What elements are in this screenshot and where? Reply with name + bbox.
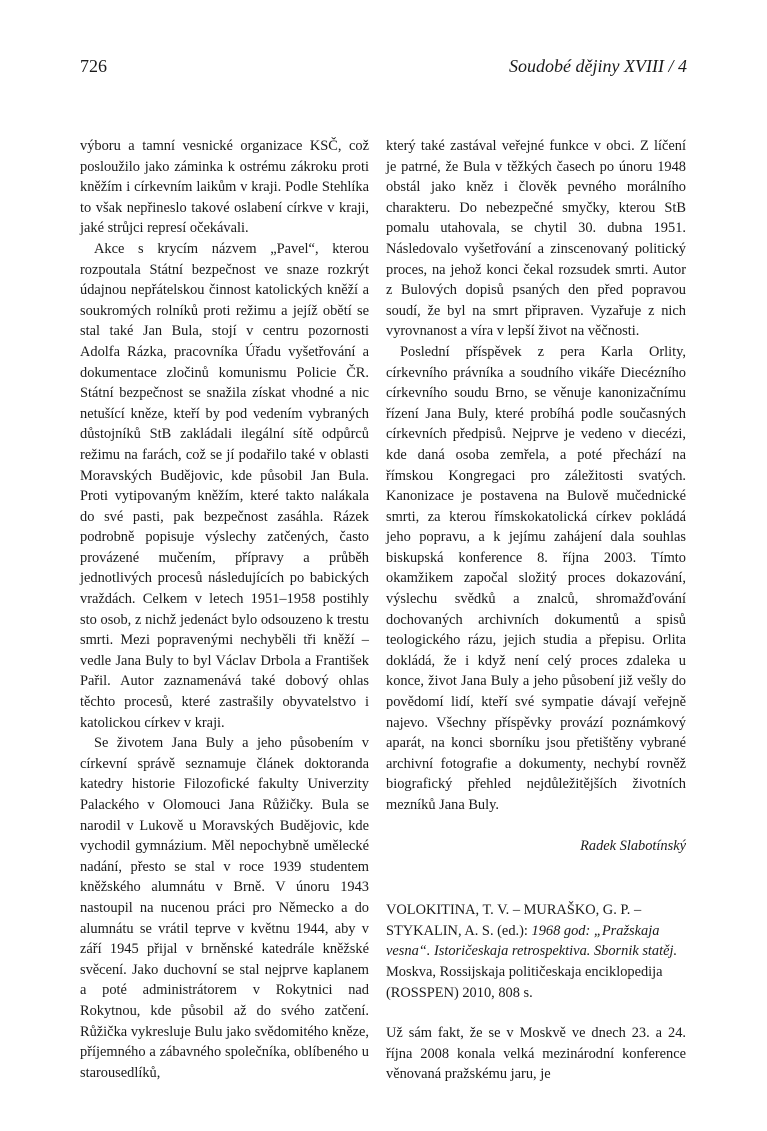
paragraph: Akce s krycím názvem „Pavel“, kterou rozpoutala Státní bezpečnost ve snaze rozkrýt údajnou nepřátelskou činnost katolických kněží a soukromých rolníků proti režimu a jejíž obětí se stal také Jan Bula, stojí v centru pozornosti Adolfa Rázka, pracovníka Úřadu vyšetřování a dokumentace zločinů komunismu Policie ČR. Státní bezpečnost se snažila získat vhodné a nic netušící kněze, kteří by pod vedením vybraných důstojníků StB zakládali ilegální sítě odpůrců režimu na farách, což se jí podařilo také v oblasti Moravských Budějovic, kde působil Jan Bula. Proti vytipovaným kněžím, které takto nalákala do své pasti, pak bezpečnost zasáhla. Rázek podrobně popisuje výslechy zatčených, často provázené mučením, přípravy a průběh jednotlivých procesů následujících po babických vraždách. Celkem v letech 1951–1958 postihly sto osob, z nichž jedenáct bylo odsouzeno k trestu smrti. Mezi popravenými nechyběli tři kněží – vedle Jana Buly to byl Václav Drbola a František Pařil. Autor zaznamenává také dobový ohlas těchto procesů, které zastrašily obyvatelstvo i katolickou církev v kraji.	[80, 240, 369, 731]
left-column	[80, 136, 369, 1083]
review-author-signature: Radek Slabotínský	[580, 837, 686, 854]
paragraph: Poslední příspěvek z pera Karla Orlity, církevního právníka a soudního vikáře Diecézního církevního soudu Brno, se věnuje kanonizačnímu řízení Jana Buly, které probíhá podle současných církevních předpisů. Nejprve je vedeno v diecézi, kde daná osoba zemřela, a poté přechází na římskou Kongregaci pro záležitosti svatých. Kanonizace je postavena na Bulově mučednické smrti, za kterou římskokatolická církev pokládá jeho popravu, a k jejímu zahájení dala souhlas biskupská konference 8. října 2003. Tímto okamžikem započal složitý proces dokazování, výslechu svědků a znalců, shromažďování dochovaných archivních dokumentů a spisů teologického rázu, jejich studia a přepisu. Orlita dokládá, že i když není celý proces zdaleka u konce, život Jana Buly a jeho působení již vešly do povědomí lidí, kteří své sympatie dávají veřejně najevo. Všechny příspěvky provází poznámkový aparát, na konci sborníku jsou přetištěny vybrané archivní fotografie a dokumenty, nechybí rovněž biografický přehled nejdůležitějších životních mezníků Jana Buly.	[386, 343, 686, 813]
paragraph: Se životem Jana Buly a jeho působením v církevní správě seznamuje článek doktoranda katedry historie Filozofické fakulty Univerzity Palackého v Olomouci Jana Růžičky. Bula se narodil v Lukově u Moravských Budějovic, kde vychodil gymnázium. Měl nepochybně umělecké nadání, přesto se stal v roce 1939 studentem kněžského alumnátu v Brně. V únoru 1943 nastoupil na nucenou práci pro Německo a do alumnátu se vrátil teprve v květnu 1944, aby v září 1945 přijal v brněnské katedrále kněžské svěcení. Jako duchovní se stal nejprve kaplanem a poté administrátorem v Rokytnici nad Rokytnou, kde působil až do svého zatčení. Růžička vykresluje Bulu jako svědomitého kněze, příjemného a zábavného společníka, oblíbeného u starousedlíků,	[80, 735, 369, 1081]
review-authors: VOLOKITINA, T. V. – MURAŠKO, G. P. – STYKALIN, A. S. (ed.):	[386, 902, 642, 939]
review-book-title: 1968 god: „Pražskaja vesna“. Istoričeskaja retrospektiva. Sbornik statěj.	[386, 922, 678, 960]
paragraph: Už sám fakt, že se v Moskvě ve dnech 23. a 24. října 2008 konala velká mezinárodní konference věnovaná pražskému jaru, je	[386, 1025, 686, 1083]
journal-title: Soudobé dějiny XVIII / 4	[509, 56, 687, 76]
paragraph: který také zastával veřejné funkce v obci. Z líčení je patrné, že Bula v těžkých časech po únoru 1948 obstál jako kněz i člověk pevného morálního charakteru. Do nebezpečné smyčky, kterou StB pomalu utahovala, se chytil 30. dubna 1951. Následovalo vyšetřování a zinscenovaný politický proces, na jehož konci čekal rozsudek smrti. Autor z Bulových dopisů psaných den před popravou soudí, že byl na smrt připraven. Vyzařuje z nich vyrovnanost a víra v lepší život na věčnosti.	[386, 138, 686, 340]
page-number: 726	[80, 56, 107, 76]
paragraph: výboru a tamní vesnické organizace KSČ, což posloužilo jako záminka k ostrému zákroku proti kněžím i církevním laikům v kraji. Podle Stehlíka to však nepřineslo takové oslabení církve v kraji, jaké strůjci represí očekávali.	[80, 138, 369, 237]
review-citation	[386, 900, 686, 1003]
right-column	[386, 136, 686, 1085]
review-publisher: Moskva, Rossijskaja političeskaja enciklopedija (ROSSPEN) 2010, 808 s.	[386, 963, 663, 1001]
